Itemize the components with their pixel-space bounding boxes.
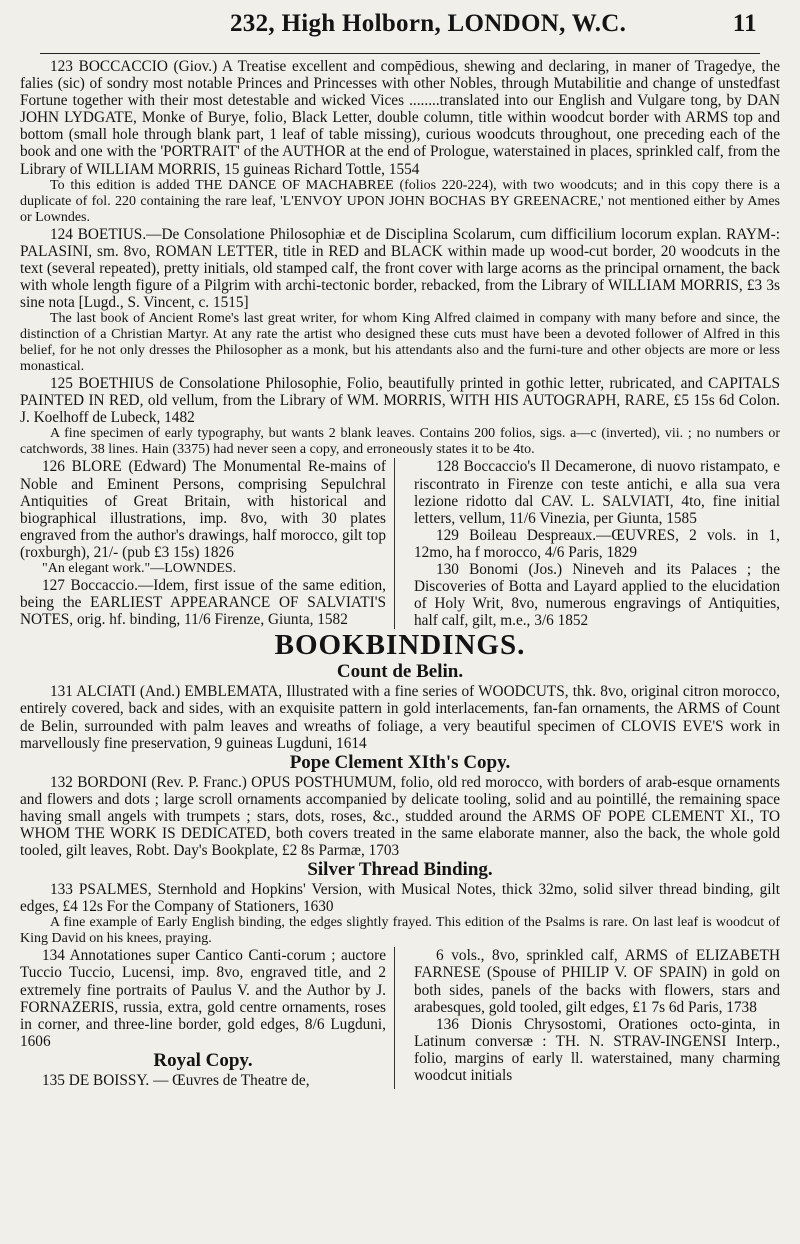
entry-129: 129 Boileau Despreaux.—ŒUVRES, 2 vols. in 1, 12mo, ha f morocco, 4/6 Paris, 1829: [414, 526, 780, 561]
page-number: 11: [732, 10, 757, 37]
subheading-count-de-belin: Count de Belin.: [336, 661, 464, 683]
entry-136: 136 Dionis Chrysostomi, Orationes octo-ginta, in Latinum conversæ : TH. N. STRAV-INGENSI Interp., folio, margins of early ll. waterstained, many charming woodcut initials: [414, 1015, 780, 1085]
left-column: [20, 458, 395, 629]
section-heading-bookbindings: BOOKBINDINGS.: [274, 629, 526, 662]
catalogue-body: [20, 58, 780, 1089]
entry-130: 130 Bonomi (Jos.) Nineveh and its Palaces ; the Discoveries of Botta and Layard applied to the elucidation of Holy Writ, 8vo, numerous engravings of Antiquities, half calf, gilt, m.e., 3/6 1852: [414, 560, 780, 630]
entry-131: 131 ALCIATI (And.) EMBLEMATA, Illustrated with a fine series of WOODCUTS, thk. 8vo, original citron morocco, entirely covered, back and sides, with an exquisite pattern in gold interlacements, fan-fan ornaments, the ARMS of Count de Belin, surrounded with palm leaves and wreaths of foliage, a very beautiful specimen of CLOVIS EVE'S work in marvellously fine preservation, 9 guineas Lugduni, 1614: [20, 683, 780, 752]
entry-132: 132 BORDONI (Rev. P. Franc.) OPUS POSTHUMUM, folio, old red morocco, with borders of arab-esque ornaments and flowers and dots ; large scroll ornaments accompanied by delicate tooling, solid and au pointillé, the remaining space having small angels with trumpets ; stars, dots, roses, &c., studded around the ARMS OF POPE CLEMENT XI., TO WHOM THE WORK IS DEDICATED, both covers treated in the same elaborate manner, also the back, the whole gold tooled, gilt leaves, Robt. Day's Bookplate, £2 8s Parmæ, 1703: [20, 773, 780, 860]
note-124: The last book of Ancient Rome's last great writer, for whom King Alfred claimed in company with many before and since, the distinction of a Christian Martyr. At any rate the artist who designed these cuts must have been a devoted follower of Alfred in this belief, for he not only dresses the Philosopher as a monk, but his attendants also and the furni-ture and other objects are more or less monastical.: [20, 311, 780, 375]
two-column-block-1: [20, 458, 780, 629]
entry-123: 123 BOCCACCIO (Giov.) A Treatise excellent and compēdious, shewing and declaring, in maner of Tragedye, the falies (sic) of sondry most notable Princes and Princesses with other Nobles, through Mutabilitie and change of unstedfast Fortune together with their most detestable and wicked Vices ........translated into our English and Vulgare tong, by DAN JOHN LYDGATE, Monke of Burye, folio, Black Letter, double column, title within woodcut border with ARMS top and bottom (small hole through blank part, 1 leaf of table missing), curious woodcuts throughout, one preceding each of the book and one with the 'PORTRAIT' of the AUTHOR at the end of Prologue, waterstained in places, sprinkled calf, from the Library of WILLIAM MORRIS, 15 guineas Richard Tottle, 1554: [20, 58, 780, 178]
entry-125: 125 BOETHIUS de Consolatione Philosophie, Folio, beautifully printed in gothic letter, rubricated, and CAPITALS PAINTED IN RED, old vellum, from the Library of WM. MORRIS, WITH HIS AUTOGRAPH, RARE, £5 15s 6d Colon. J. Koelhoff de Lubeck, 1482: [20, 375, 780, 427]
entry-135: 135 DE BOISSY. — Œuvres de Theatre de,: [42, 1071, 310, 1089]
entry-124: 124 BOETIUS.—De Consolatione Philosophiæ et de Disciplina Scolarum, cum difficilium locorum explan. RAYM-: PALASINI, sm. 8vo, ROMAN LETTER, title in RED and BLACK within made up wood-cut border, 20 woodcuts in the text (several repeated), pretty initials, old stamped calf, the front cover with large acorns as the principal ornament, the back with whole length figure of a Pilgrim with archi-tectonic border, rebacked, from the Library of WILLIAM MORRIS, £3 3s sine nota [Lugd., S. Vincent, c. 1515]: [20, 225, 780, 312]
left-column-2: [20, 947, 395, 1089]
subheading-royal-copy: Royal Copy.: [153, 1049, 253, 1071]
entry-134: 134 Annotationes super Cantico Canti-corum ; auctore Tuccio Tuccio, Lucensi, imp. 8vo, engraved title, and 2 extremely fine portraits of Paulus V. and the Author by J. FORNAZERIS, russia, extra, gold centre ornaments, roses in corner, and three-line border, gold edges, 8/6 Lugduni, 1606: [20, 947, 386, 1050]
page-header: [40, 4, 760, 48]
note-125: A fine specimen of early typography, but wants 2 blank leaves. Contains 200 folios, sigs. a—c (inverted), vii. ; no numbers or catchwords, 38 lines. Hain (3375) had never seen a copy, and erroneously states it to be 4to.: [20, 426, 780, 458]
entry-128: 128 Boccaccio's Il Decamerone, di nuovo ristampato, e riscontrato in Firenze con teste antichi, e alla sua vera lezione ridotto dal CAV. L. SALVIATI, 4to, fine initial letters, vellum, 11/6 Vinezia, per Giunta, 1585: [414, 458, 780, 527]
entry-133: 133 PSALMES, Sternhold and Hopkins' Version, with Musical Notes, thick 32mo, solid silver thread binding, gilt edges, £4 12s For the Company of Stationers, 1630: [20, 881, 780, 916]
note-133: A fine example of Early English binding, the edges slightly frayed. This edition of the Psalms is rare. On last leaf is woodcut of King David on his knees, praying.: [20, 915, 780, 947]
entry-127: 127 Boccaccio.—Idem, first issue of the same edition, being the EARLIEST APPEARANCE OF SALVIATI'S NOTES, orig. hf. binding, 11/6 Firenze, Giunta, 1582: [20, 576, 386, 629]
header-title: 232, High Holborn, LONDON, W.C.: [230, 10, 627, 37]
right-column: [414, 458, 780, 629]
subheading-silver-thread: Silver Thread Binding.: [307, 859, 493, 881]
two-column-block-2: [20, 947, 780, 1089]
entry-126: 126 BLORE (Edward) The Monumental Re-mains of Noble and Eminent Persons, comprising Sepulchral Antiquities of Great Britain, with historical and biographical illustrations, imp. 8vo, with 30 plates engraved from the author's drawings, half morocco, gilt top (roxburgh), 21/- (pub £3 15s) 1826: [20, 458, 386, 561]
note-123: To this edition is added THE DANCE OF MACHABREE (folios 220-224), with two woodcuts; and in this copy there is a duplicate of fol. 220 containing the rare leaf, 'L'ENVOY UPON JOHN BOCHAS BY GREENACRE,' not mentioned either by Ames or Lowndes.: [20, 177, 780, 225]
right-column-2: [414, 947, 780, 1089]
entry-135-continued: 6 vols., 8vo, sprinkled calf, ARMS of ELIZABETH FARNESE (Spouse of PHILIP V. OF SPAIN) in gold on both sides, panels of the backs with flowers, stars and arabesques, gold tooled, gilt edges, £1 7s 6d Paris, 1738: [414, 947, 780, 1016]
subheading-pope-clement: Pope Clement XIth's Copy.: [289, 751, 511, 773]
header-rule: [40, 53, 760, 54]
note-126: "An elegant work."—LOWNDES.: [42, 560, 237, 576]
